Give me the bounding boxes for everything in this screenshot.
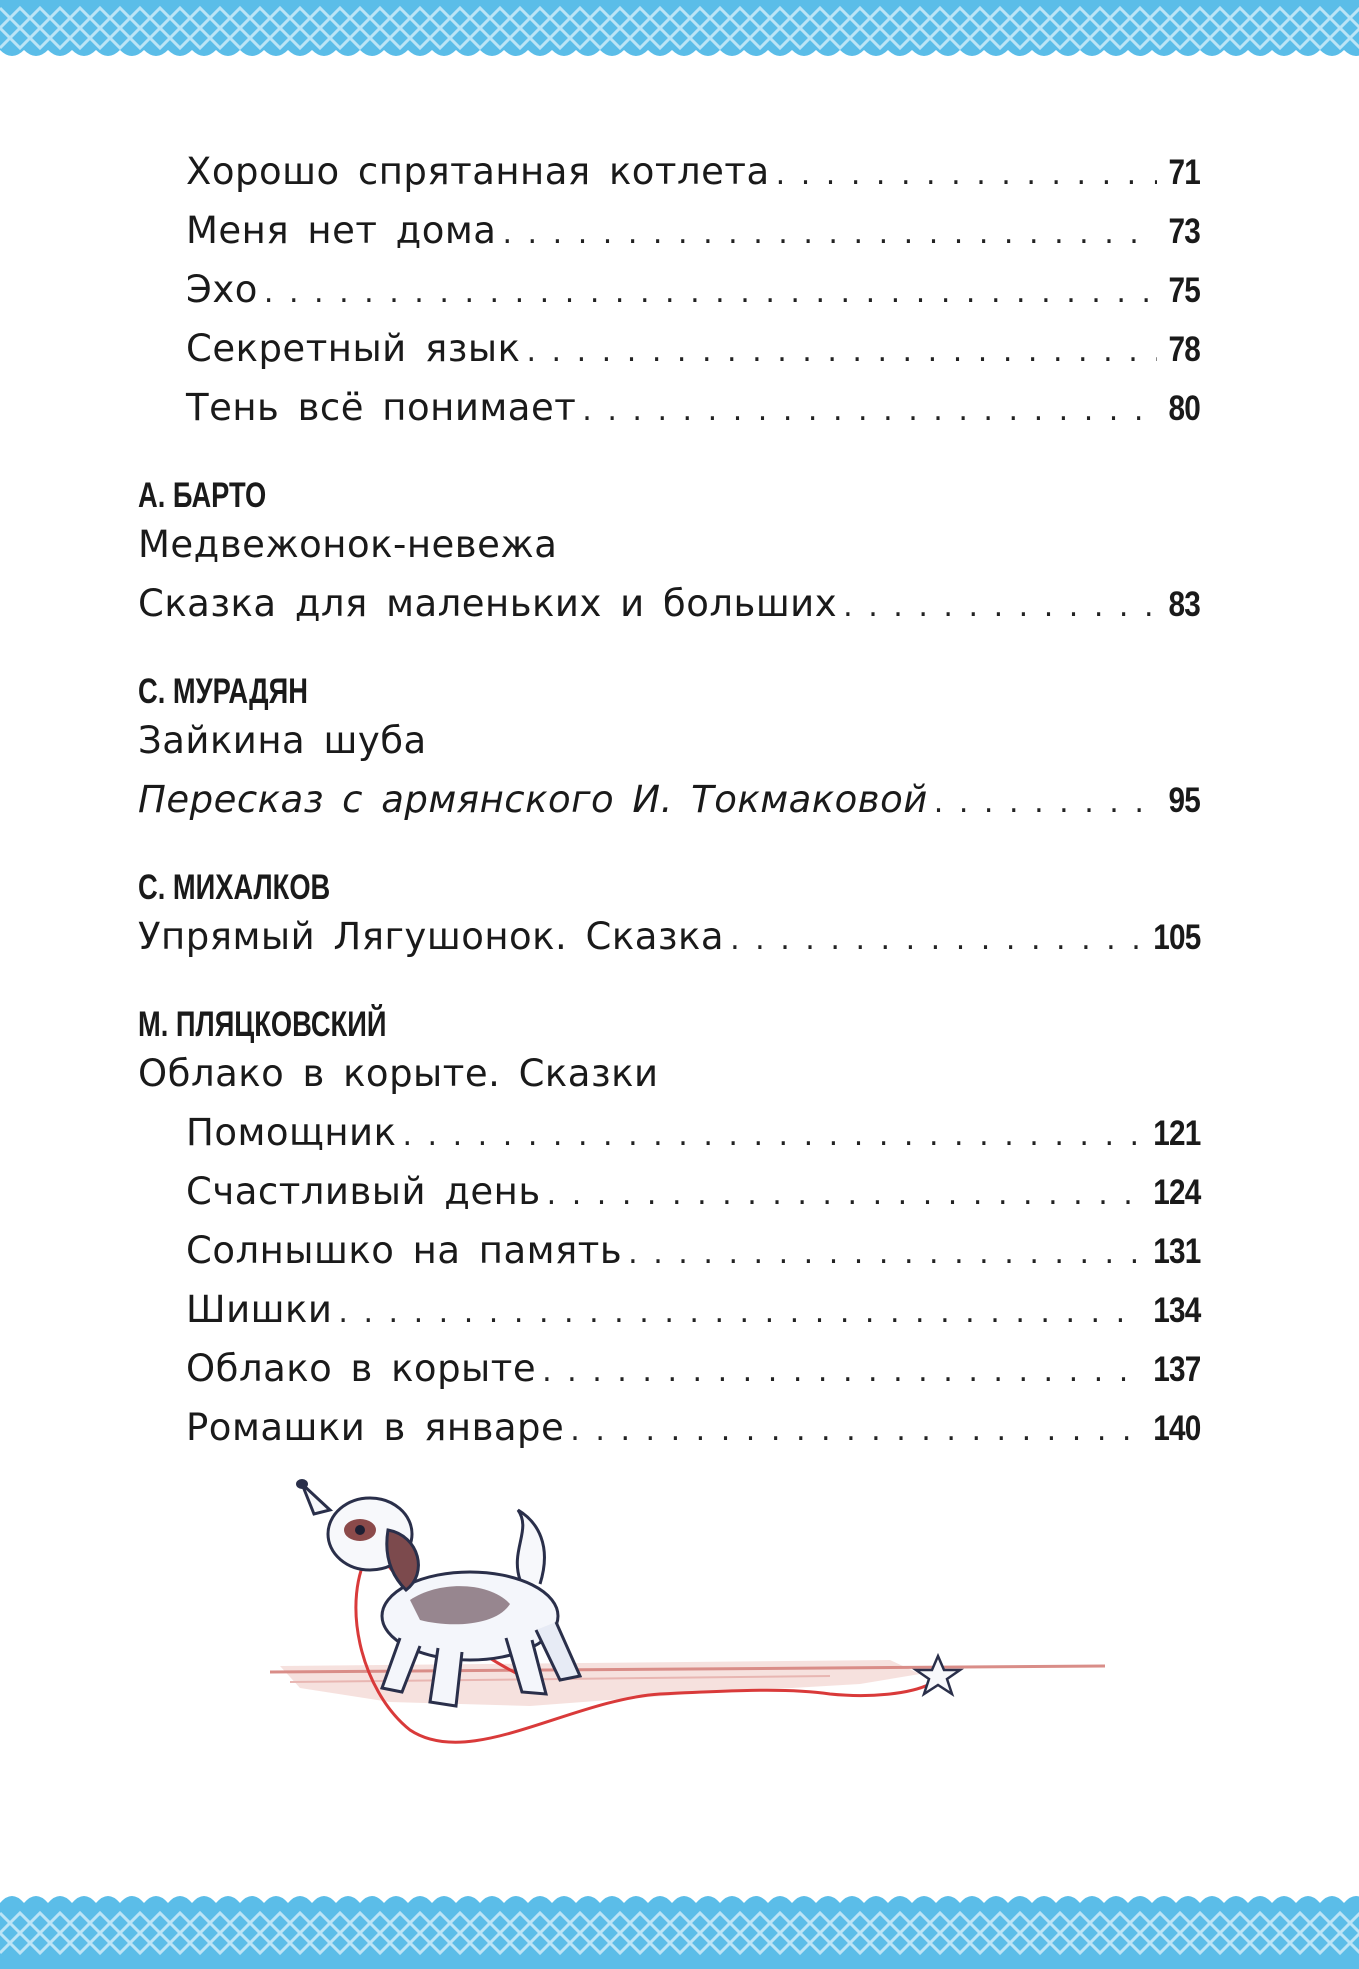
toc-entry-page: 140 [1152,1409,1200,1448]
toc-entry-page: 131 [1152,1232,1200,1271]
dot-leader [843,589,1157,624]
dot-leader [547,1177,1139,1212]
author-heading: С. МИХАЛКОВ [138,868,331,907]
toc-entry-page: 137 [1152,1350,1200,1389]
toc-entry[interactable] [138,209,1200,268]
bottom-border [0,1889,1359,1969]
toc-entry-page: 95 [1168,781,1200,820]
toc-entry-page: 80 [1168,389,1200,428]
toc-entry-title: Счастливый день [186,1170,541,1213]
dot-leader [264,275,1157,310]
toc-entry[interactable] [138,1229,1200,1288]
toc-entry[interactable] [138,1111,1200,1170]
dot-leader [502,216,1157,251]
toc-entry-title: Шишки [186,1288,333,1331]
book-title: Медвежонок-невежа [138,523,558,566]
dot-leader [934,785,1157,820]
toc-entry-title: Помощник [186,1111,397,1154]
toc-entry-page: 78 [1168,330,1200,369]
toc-entry[interactable] [138,268,1200,327]
dot-leader [338,1295,1138,1330]
toc-entry-title: Тень всё понимает [186,386,577,429]
toc-entry-title: Сказка для маленьких и больших [138,582,838,625]
toc-entry[interactable] [138,1170,1200,1229]
toc-entry[interactable] [138,778,1200,837]
toc-entry-page: 83 [1168,585,1200,624]
toc-entry-title: Облако в корыте [186,1347,537,1390]
toc-entry[interactable] [138,1347,1200,1406]
toc-entry-title: Хорошо спрятанная котлета [186,150,770,193]
toc-entry[interactable] [138,915,1200,974]
toc-entry-page: 71 [1168,153,1200,192]
toc-entry-page: 75 [1168,271,1200,310]
toc-entry-title: Пересказ с армянского И. Токмаковой [138,778,928,821]
dot-leader [628,1236,1138,1271]
toc-entry[interactable] [138,386,1200,445]
toc-entry-title: Солнышко на память [186,1229,623,1272]
toc-entry[interactable] [138,1288,1200,1347]
toc-entry[interactable] [138,150,1200,209]
dot-leader [542,1354,1139,1389]
dot-leader [570,1413,1138,1448]
author-heading: С. МУРАДЯН [138,672,308,711]
toc-entry-page: 121 [1152,1114,1200,1153]
toc-entry-title: Эхо [186,268,258,311]
toc-entry-page: 134 [1152,1291,1200,1330]
table-of-contents [138,150,1200,1465]
toc-entry-title: Упрямый Лягушонок. Сказка [138,915,725,958]
toc-entry-page: 105 [1152,918,1200,957]
dot-leader [730,922,1139,957]
toc-entry-title: Секретный язык [186,327,521,370]
author-heading: М. ПЛЯЦКОВСКИЙ [138,1005,387,1044]
toc-entry[interactable] [138,1406,1200,1465]
toc-entry-title: Ромашки в январе [186,1406,565,1449]
book-title: Облако в корыте. Сказки [138,1052,659,1095]
top-border [0,0,1359,62]
toc-entry-page: 73 [1168,212,1200,251]
toc-entry-page: 124 [1152,1173,1200,1212]
book-title: Зайкина шуба [138,719,427,762]
puppy-illustration [270,1470,1110,1770]
toc-entry[interactable] [138,327,1200,386]
toc-entry[interactable] [138,582,1200,641]
dot-leader [526,334,1157,369]
dot-leader [776,157,1157,192]
dot-leader [582,393,1157,428]
toc-entry-title: Меня нет дома [186,209,497,252]
dot-leader [402,1118,1138,1153]
author-heading: А. БАРТО [138,476,267,515]
